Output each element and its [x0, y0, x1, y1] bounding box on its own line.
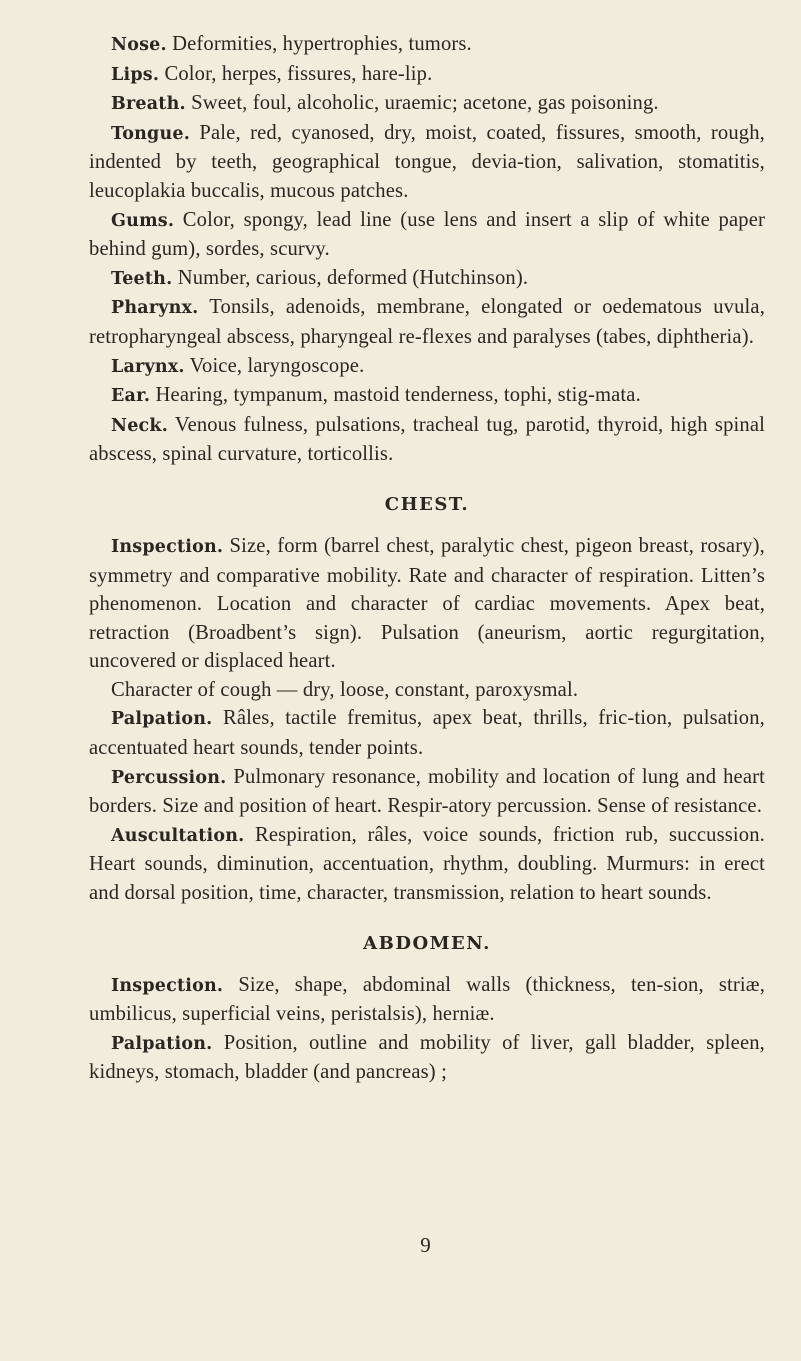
entry-text: Tonsils, adenoids, membrane, elongated or oedematous uvula, retropharyngeal abscess, pharyngeal re-flexes and paralyses (tabes, diphtheria). [89, 296, 765, 348]
entry-term: Larynx. [111, 356, 185, 377]
entry-text: Râles, tactile fremitus, apex beat, thrills, fric-tion, pulsation, accentuated heart sounds, tender points. [89, 707, 765, 760]
entry-tongue [89, 119, 765, 206]
entry-text: Pulmonary resonance, mobility and location of lung and heart borders. Size and position of heart. Respir-atory percussion. Sense of resistance. [89, 765, 765, 818]
entry-larynx [89, 352, 765, 382]
entry-term: Nose. [111, 35, 167, 55]
entry-term: Inspection. [111, 975, 224, 996]
entry-term: Breath. [111, 94, 186, 115]
entry-chest-palpation [89, 704, 765, 762]
entry-nose [89, 30, 765, 60]
entry-chest-percussion [89, 763, 765, 821]
entry-term: Gums. [111, 210, 175, 231]
entry-neck [89, 411, 765, 469]
entry-chest-cough [89, 676, 765, 705]
entry-ear [89, 381, 765, 411]
entry-term: Pharynx. [111, 298, 199, 319]
entry-text: Character of cough — dry, loose, constant, paroxysmal. [111, 678, 579, 701]
section-heading-abdomen: ABDOMEN. [363, 932, 491, 954]
entry-text: Respiration, râles, voice sounds, friction rub, succussion. Heart sounds, diminution, accentuation, rhythm, doubling. Murmurs: in erect and dorsal position, time, character, transmission, relation to heart sounds. [89, 823, 765, 905]
entry-text: Color, spongy, lead line (use lens and insert a slip of white paper behind gum), sordes, scurvy. [89, 208, 765, 261]
entry-text: Size, form (barrel chest, paralytic chest, pigeon breast, rosary), symmetry and comparative mobility. Rate and character of respiration. Litten’s phenomenon. Location and character of cardiac movements. Apex beat, retraction (Broadbent’s sign). Pulsation (aneurism, aortic regurgitation, uncovered or displaced heart. [89, 534, 765, 673]
entry-teeth [89, 264, 765, 294]
entry-text: Size, shape, abdominal walls (thickness, ten-sion, striæ, umbilicus, superficial veins, peristalsis), herniæ. [89, 973, 765, 1026]
entry-term: Lips. [111, 64, 160, 85]
entry-abdomen-palpation [89, 1029, 765, 1087]
entry-term: Palpation. [111, 709, 213, 730]
entry-text: Position, outline and mobility of liver, gall bladder, spleen, kidneys, stomach, bladder (and pancreas) ; [89, 1031, 765, 1084]
entry-term: Palpation. [111, 1033, 213, 1054]
entry-term: Ear. [111, 386, 151, 407]
entry-term: Tongue. [111, 123, 190, 144]
entry-text: Color, herpes, fissures, hare-lip. [164, 62, 433, 85]
entry-chest-auscultation [89, 821, 765, 908]
entry-text: Sweet, foul, alcoholic, uraemic; acetone, gas poisoning. [191, 92, 659, 115]
page-number: 9 [420, 1233, 431, 1257]
entry-lips [89, 60, 765, 90]
entry-term: Teeth. [111, 268, 173, 289]
entry-term: Neck. [111, 415, 169, 436]
entry-text: Venous fulness, pulsations, tracheal tug, parotid, thyroid, high spinal abscess, spinal curvature, torticollis. [89, 413, 765, 466]
entry-text: Voice, laryngoscope. [189, 354, 365, 377]
entry-text: Number, carious, deformed (Hutchinson). [177, 266, 529, 289]
entry-gums [89, 206, 765, 264]
entry-text: Hearing, tympanum, mastoid tenderness, tophi, stig-mata. [155, 384, 641, 407]
entry-text: Deformities, hypertrophies, tumors. [172, 33, 472, 55]
entry-breath [89, 89, 765, 119]
entry-chest-inspection [89, 532, 765, 676]
entry-text: Pale, red, cyanosed, dry, moist, coated, fissures, smooth, rough, indented by teeth, geographical tongue, devia-tion, salivation, stomatitis, leucoplakia buccalis, mucous patches. [89, 121, 765, 202]
entry-term: Percussion. [111, 767, 227, 788]
entry-abdomen-inspection [89, 971, 765, 1029]
entry-term: Inspection. [111, 536, 224, 557]
entry-term: Auscultation. [111, 825, 245, 846]
entry-pharynx [89, 293, 765, 351]
section-heading-chest: CHEST. [384, 493, 470, 515]
